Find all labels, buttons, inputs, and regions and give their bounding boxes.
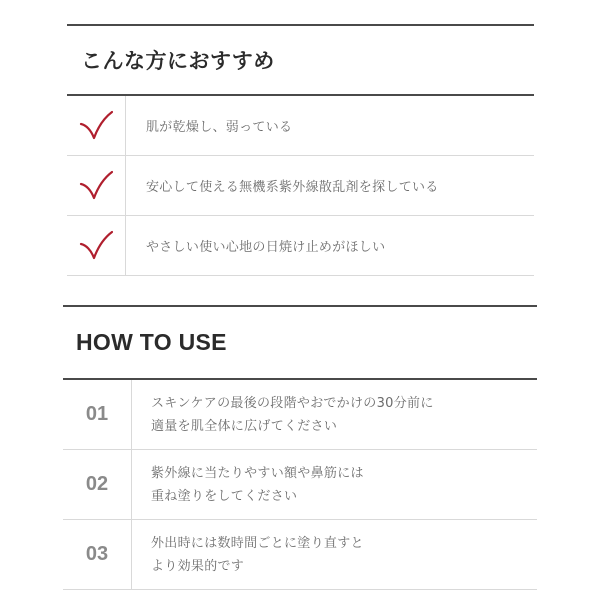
- step-row: [63, 520, 537, 590]
- how-to-use-section: [63, 305, 537, 590]
- recommend-section: [67, 24, 534, 276]
- how-to-use-title: HOW TO USE: [76, 329, 227, 355]
- step-text-line: 重ね塗りをしてください: [151, 488, 298, 504]
- step-text-line: スキンケアの最後の段階やおでかけの30分前に: [151, 395, 434, 411]
- check-icon: [67, 156, 126, 215]
- step-text-line: より効果的です: [151, 558, 245, 574]
- step-text-line: 適量を肌全体に広げてください: [151, 418, 338, 434]
- step-description: [132, 450, 364, 519]
- step-description: [132, 520, 364, 589]
- recommend-title: こんな方におすすめ: [81, 49, 275, 73]
- step-description: [132, 380, 434, 449]
- step-text-line: 外出時には数時間ごとに塗り直すと: [151, 535, 364, 551]
- step-text-line: 紫外線に当たりやすい額や鼻筋には: [151, 465, 364, 481]
- recommend-item: [67, 156, 534, 216]
- recommend-item-text: やさしい使い心地の日焼け止めがほしい: [146, 240, 386, 255]
- check-icon: [67, 216, 126, 275]
- step-number: 02: [63, 450, 132, 519]
- recommend-item: [67, 216, 534, 276]
- step-row: [63, 380, 537, 450]
- check-icon: [67, 96, 126, 155]
- recommend-item-text: 安心して使える無機系紫外線散乱剤を探している: [146, 180, 439, 195]
- step-number: 01: [63, 380, 132, 449]
- recommend-item: [67, 96, 534, 156]
- step-row: [63, 450, 537, 520]
- step-number: 03: [63, 520, 132, 589]
- recommend-item-text: 肌が乾燥し、弱っている: [146, 120, 293, 135]
